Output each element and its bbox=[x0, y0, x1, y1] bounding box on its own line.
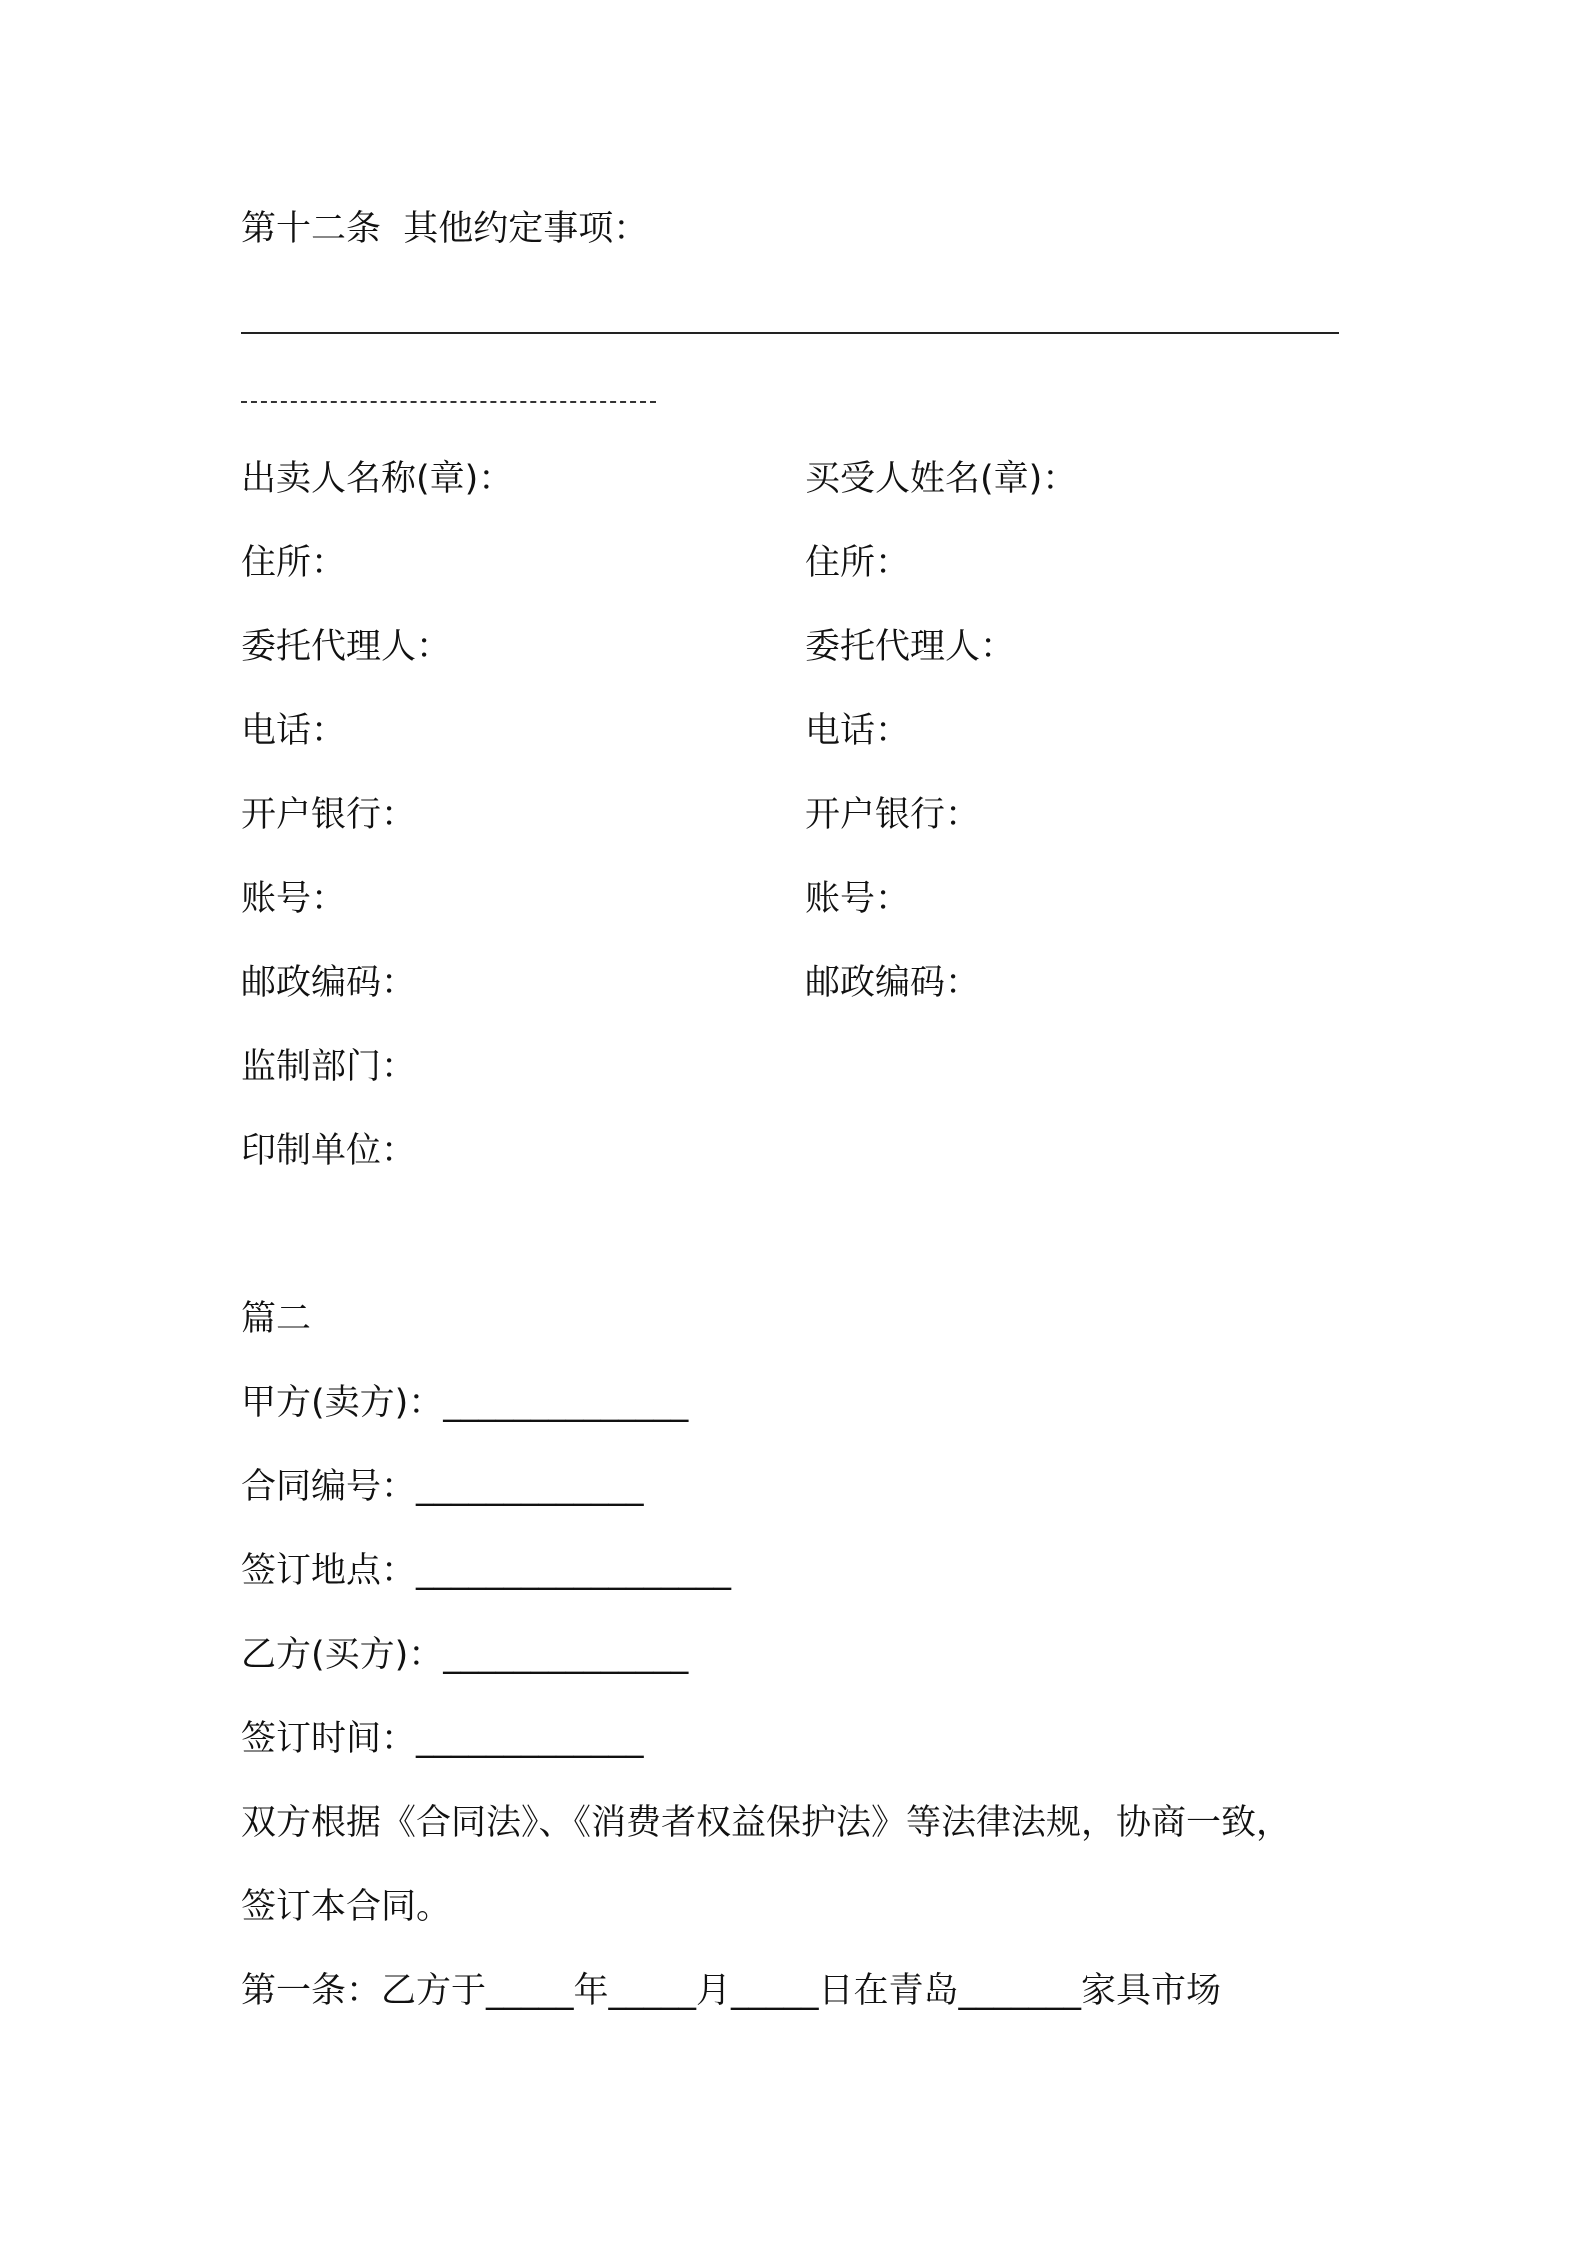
fill-in-dashed-line bbox=[241, 401, 656, 403]
printer-label: 印制单位： bbox=[241, 1131, 417, 1171]
buyer-phone-label: 电话： bbox=[805, 711, 911, 751]
sign-time-field: 签订时间：_____________ bbox=[241, 1719, 644, 1759]
buyer-name-label: 买受人姓名(章)： bbox=[805, 459, 1078, 499]
buyer-agent-label: 委托代理人： bbox=[805, 627, 1016, 667]
buyer-postcode-label: 邮政编码： bbox=[805, 963, 981, 1003]
seller-address-label: 住所： bbox=[241, 543, 347, 583]
contract-number-field: 合同编号：_____________ bbox=[241, 1467, 644, 1507]
supervisor-label: 监制部门： bbox=[241, 1047, 417, 1087]
article-1-text: 第一条：乙方于_____年_____月_____日在青岛_______家具市场 bbox=[241, 1971, 1222, 2011]
seller-phone-label: 电话： bbox=[241, 711, 347, 751]
buyer-account-label: 账号： bbox=[805, 879, 911, 919]
seller-account-label: 账号： bbox=[241, 879, 347, 919]
part-two-heading: 篇二 bbox=[241, 1299, 312, 1339]
sign-place-field: 签订地点：__________________ bbox=[241, 1551, 732, 1591]
seller-name-label: 出卖人名称(章)： bbox=[241, 459, 514, 499]
preamble-line-2: 签订本合同。 bbox=[241, 1887, 452, 1927]
seller-bank-label: 开户银行： bbox=[241, 795, 417, 835]
seller-agent-label: 委托代理人： bbox=[241, 627, 452, 667]
party-b-field: 乙方(买方)：______________ bbox=[241, 1635, 689, 1675]
buyer-address-label: 住所： bbox=[805, 543, 911, 583]
section-12-title: 第十二条 其他约定事项： bbox=[241, 209, 649, 249]
party-a-field: 甲方(卖方)：______________ bbox=[241, 1383, 689, 1423]
fill-in-blank-line bbox=[241, 332, 1339, 334]
seller-postcode-label: 邮政编码： bbox=[241, 963, 417, 1003]
preamble-line-1: 双方根据《合同法》、《消费者权益保护法》等法律法规，协商一致， bbox=[241, 1803, 1292, 1843]
buyer-bank-label: 开户银行： bbox=[805, 795, 981, 835]
